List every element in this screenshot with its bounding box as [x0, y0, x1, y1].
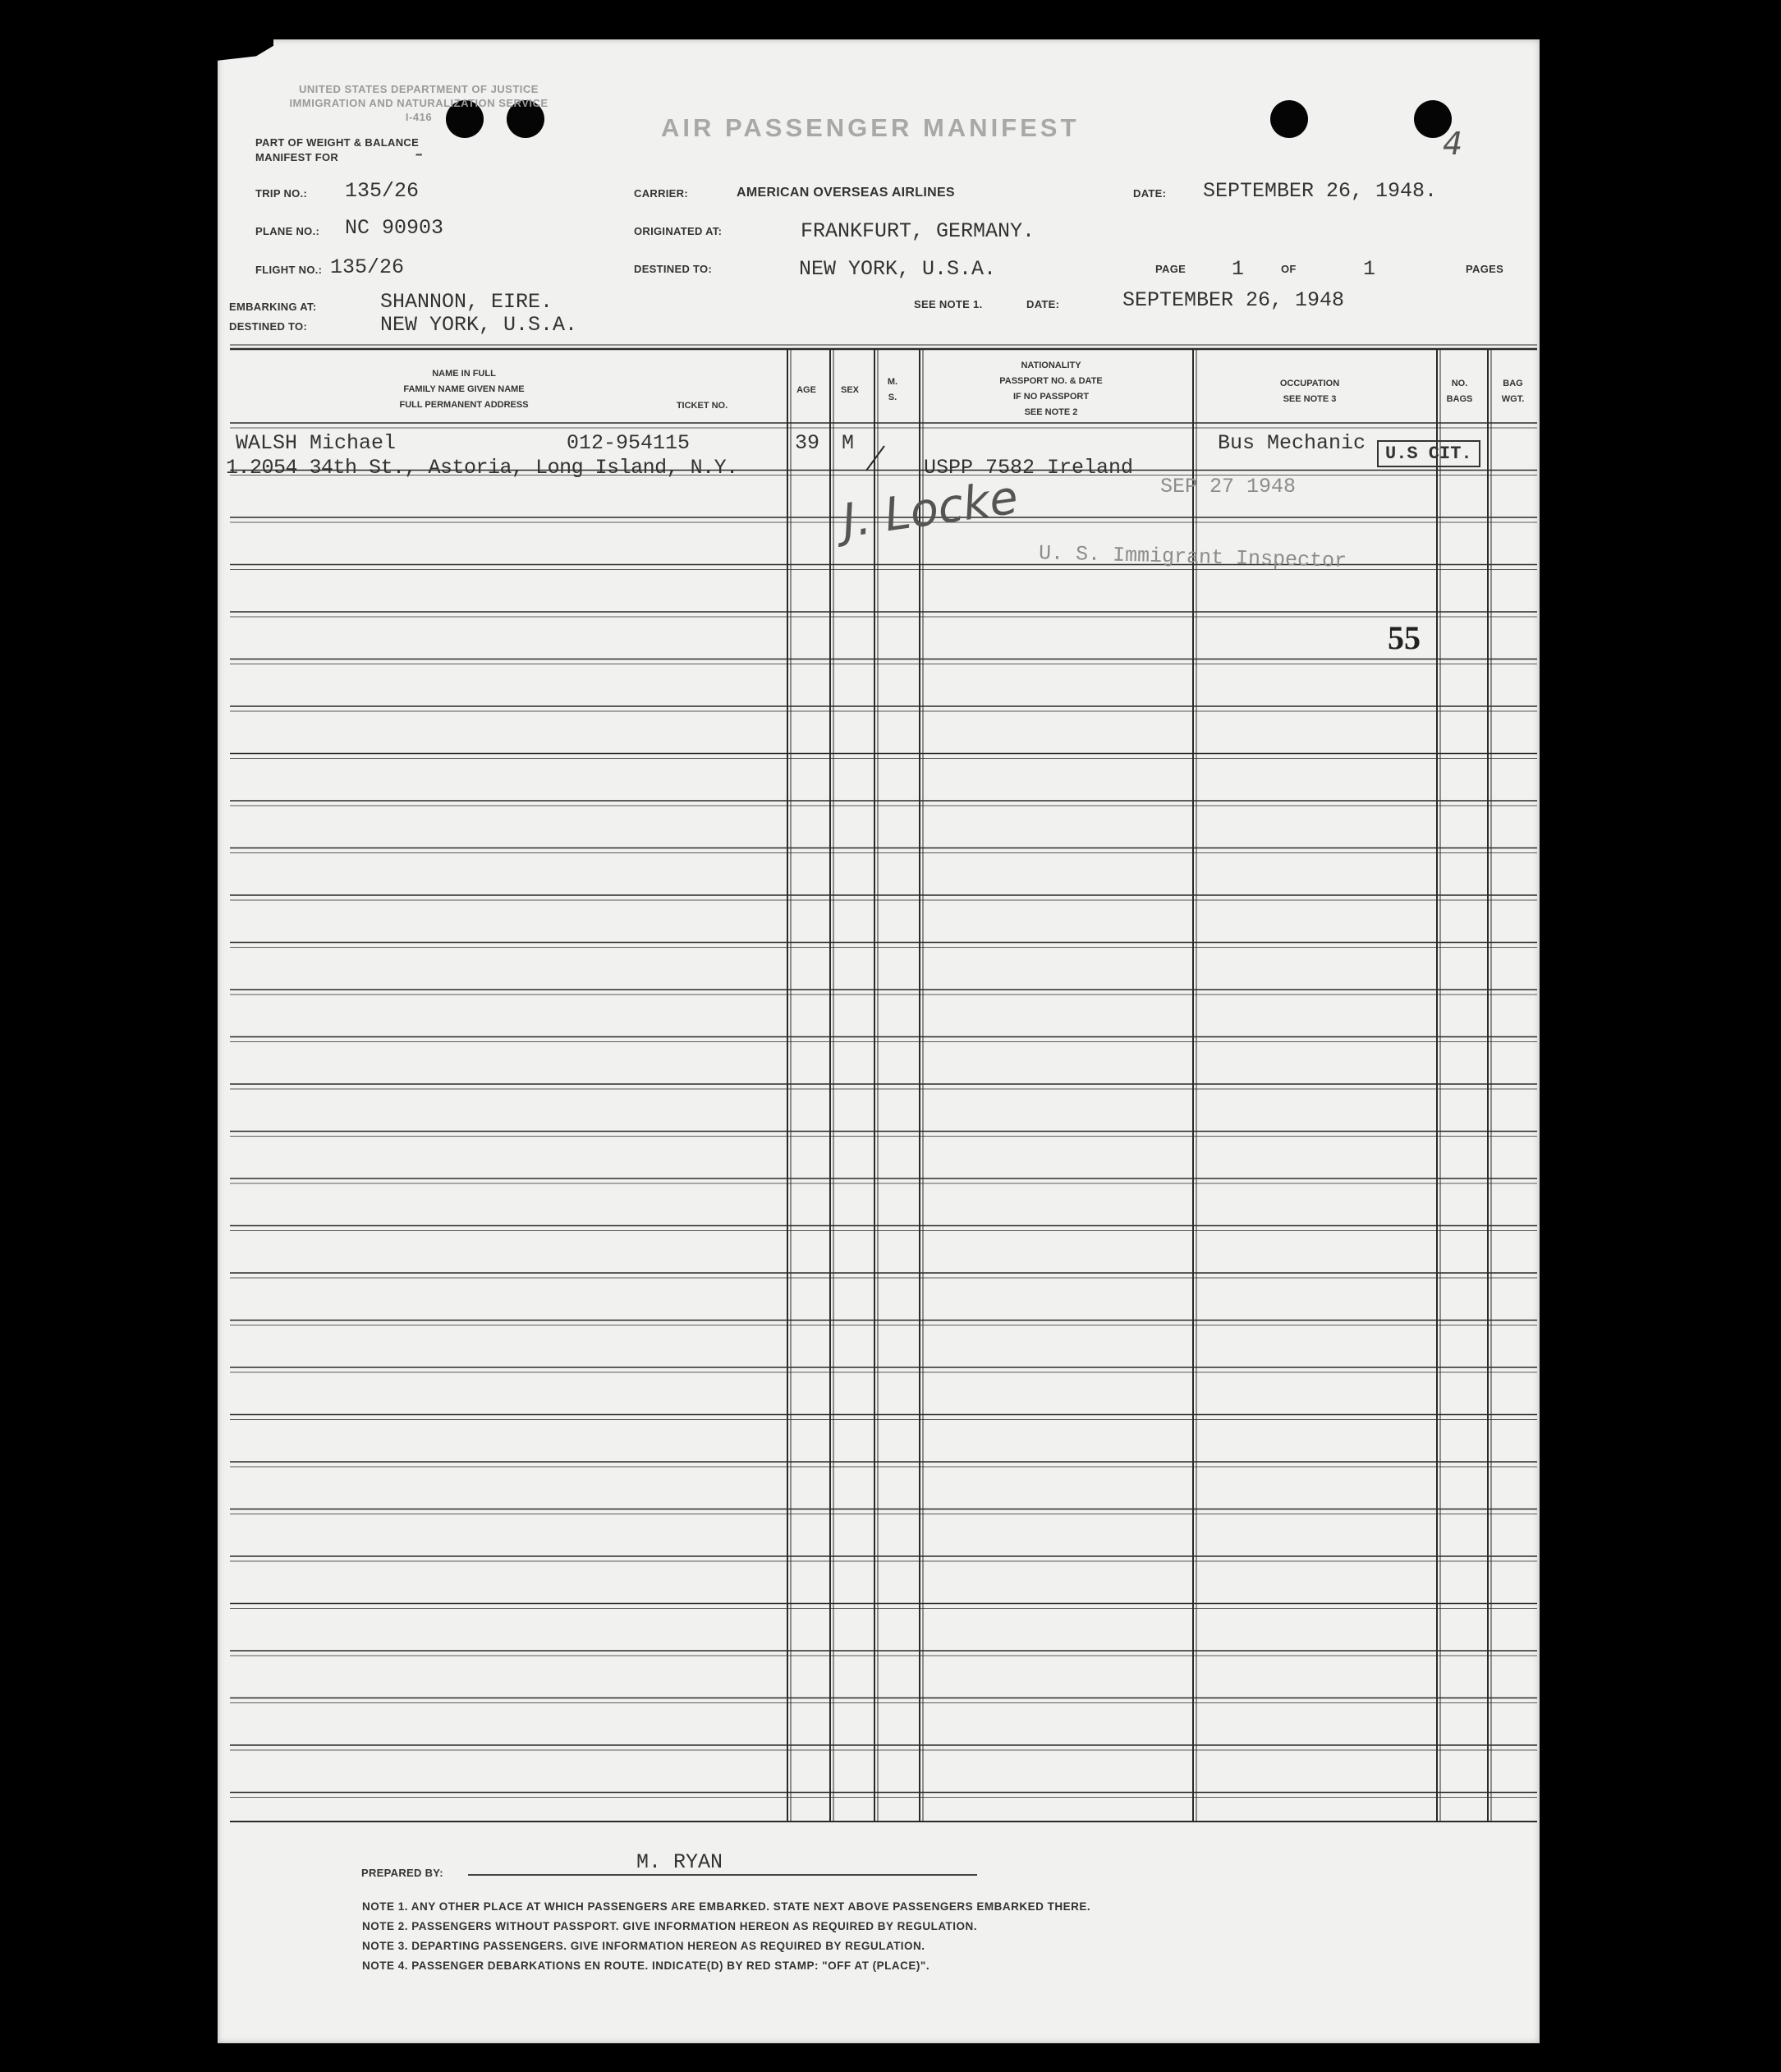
- part-of-label: PART OF WEIGHT & BALANCE: [255, 136, 420, 149]
- destined-value: NEW YORK, U.S.A.: [799, 257, 997, 281]
- passenger-occupation: Bus Mechanic: [1218, 431, 1366, 455]
- originated-label: ORIGINATED AT:: [634, 225, 723, 237]
- col-ms-line-2: S.: [888, 393, 897, 402]
- inspector-signature: J. Locke: [838, 471, 1021, 549]
- trip-label: TRIP NO.:: [255, 187, 308, 200]
- col-header-ms: [874, 374, 911, 406]
- trip-value: 135/26: [345, 179, 420, 203]
- col-bags-line-1: NO.: [1451, 379, 1468, 388]
- note-1: NOTE 1. ANY OTHER PLACE AT WHICH PASSENGERS ARE EMBARKED. STATE NEXT ABOVE PASSENGERS EMBARKED THERE.: [362, 1900, 1091, 1913]
- col-nat-line-4: SEE NOTE 2: [1024, 407, 1078, 417]
- page-value: 1: [1232, 257, 1245, 281]
- passenger-table-grid: [218, 39, 1540, 2043]
- of-label: OF: [1281, 263, 1297, 275]
- originated-value: FRANKFURT, GERMANY.: [801, 219, 1035, 243]
- passenger-passport: USPP 7582 Ireland: [924, 456, 1134, 480]
- agency-line-2: IMMIGRATION AND NATURALIZATION SERVICE: [289, 97, 549, 109]
- carrier-value: AMERICAN OVERSEAS AIRLINES: [737, 186, 955, 200]
- page-label: PAGE: [1155, 263, 1187, 275]
- carrier-label: CARRIER:: [634, 187, 688, 200]
- col-header-sex: SEX: [840, 385, 859, 395]
- col-name-line-1: NAME IN FULL: [432, 369, 496, 379]
- col-header-age: AGE: [796, 385, 816, 395]
- col-bagwt-line-2: WGT.: [1501, 394, 1525, 404]
- destined2-value: NEW YORK, U.S.A.: [380, 313, 578, 337]
- agency-line-3: I-416: [405, 111, 433, 123]
- date-value: SEPTEMBER 26, 1948.: [1203, 179, 1438, 203]
- col-ms-line-1: M.: [887, 377, 898, 387]
- col-nat-line-2: PASSPORT NO. & DATE: [999, 376, 1103, 386]
- note-2: NOTE 2. PASSENGERS WITHOUT PASSPORT. GIVE INFORMATION HEREON AS REQUIRED BY REGULATION.: [362, 1920, 978, 1932]
- manifest-for-mark: -: [415, 140, 424, 167]
- date-label: DATE:: [1133, 187, 1167, 200]
- page-title: AIR PASSENGER MANIFEST: [661, 113, 1080, 142]
- flight-label: FLIGHT NO.:: [255, 264, 323, 276]
- inspection-date-stamp: SEP 27 1948: [1160, 475, 1297, 498]
- note-3: NOTE 3. DEPARTING PASSENGERS. GIVE INFORMATION HEREON AS REQUIRED BY REGULATION.: [362, 1940, 925, 1952]
- col-header-nationality: [920, 358, 1182, 420]
- embarking-label: EMBARKING AT:: [229, 301, 317, 313]
- manifest-page: [218, 39, 1540, 2043]
- destined-label: DESTINED TO:: [634, 263, 713, 275]
- prepared-by-line: [468, 1874, 977, 1876]
- flight-value: 135/26: [330, 255, 405, 279]
- prepared-by-value: M. RYAN: [636, 1850, 723, 1874]
- col-header-bags: [1437, 376, 1482, 407]
- note-4: NOTE 4. PASSENGER DEBARKATIONS EN ROUTE. INDICATE(D) BY RED STAMP: "OFF AT (PLACE)".: [362, 1959, 930, 1972]
- passenger-address: 1.2054 34th St., Astoria, Long Island, N.Y.: [226, 456, 738, 480]
- inspector-number: 55: [1388, 619, 1421, 656]
- prepared-by-label: PREPARED BY:: [361, 1867, 443, 1879]
- col-occ-line-2: SEE NOTE 3: [1283, 394, 1337, 404]
- plane-label: PLANE NO.:: [255, 225, 320, 237]
- col-header-ticket: TICKET NO.: [676, 401, 728, 411]
- passenger-name: WALSH Michael: [236, 431, 397, 455]
- inspector-title-stamp: U. S. Immigrant Inspector: [1038, 541, 1347, 573]
- see-note-label: SEE NOTE 1.: [914, 298, 983, 310]
- col-name-line-3: FULL PERMANENT ADDRESS: [399, 400, 529, 410]
- col-header-bag-wt: [1490, 376, 1535, 407]
- col-nat-line-3: IF NO PASSPORT: [1012, 392, 1090, 402]
- manifest-for-label: MANIFEST FOR: [255, 151, 339, 163]
- pages-label: PAGES: [1466, 263, 1504, 275]
- passenger-ticket: 012-954115: [567, 431, 691, 455]
- footer-notes: [362, 1897, 1090, 1976]
- col-header-occupation: [1195, 376, 1425, 407]
- date2-label: DATE:: [1026, 298, 1060, 310]
- page-number-mark: 4: [1443, 126, 1463, 162]
- col-bags-line-2: BAGS: [1446, 394, 1473, 404]
- passenger-sex: M: [842, 431, 855, 455]
- col-name-line-2: FAMILY NAME GIVEN NAME: [403, 384, 525, 394]
- of-value: 1: [1363, 257, 1376, 281]
- embarking-value: SHANNON, EIRE.: [380, 290, 553, 314]
- col-header-name: [316, 366, 612, 413]
- col-occ-line-1: OCCUPATION: [1279, 379, 1340, 388]
- us-citizen-stamp: U.S CIT.: [1377, 440, 1480, 467]
- destined2-label: DESTINED TO:: [229, 320, 308, 333]
- passenger-age: 39: [795, 431, 820, 455]
- agency-line-1: UNITED STATES DEPARTMENT OF JUSTICE: [299, 83, 539, 95]
- plane-value: NC 90903: [345, 216, 444, 240]
- col-nat-line-1: NATIONALITY: [1021, 361, 1081, 370]
- date2-value: SEPTEMBER 26, 1948: [1122, 288, 1345, 312]
- col-bagwt-line-1: BAG: [1503, 379, 1523, 388]
